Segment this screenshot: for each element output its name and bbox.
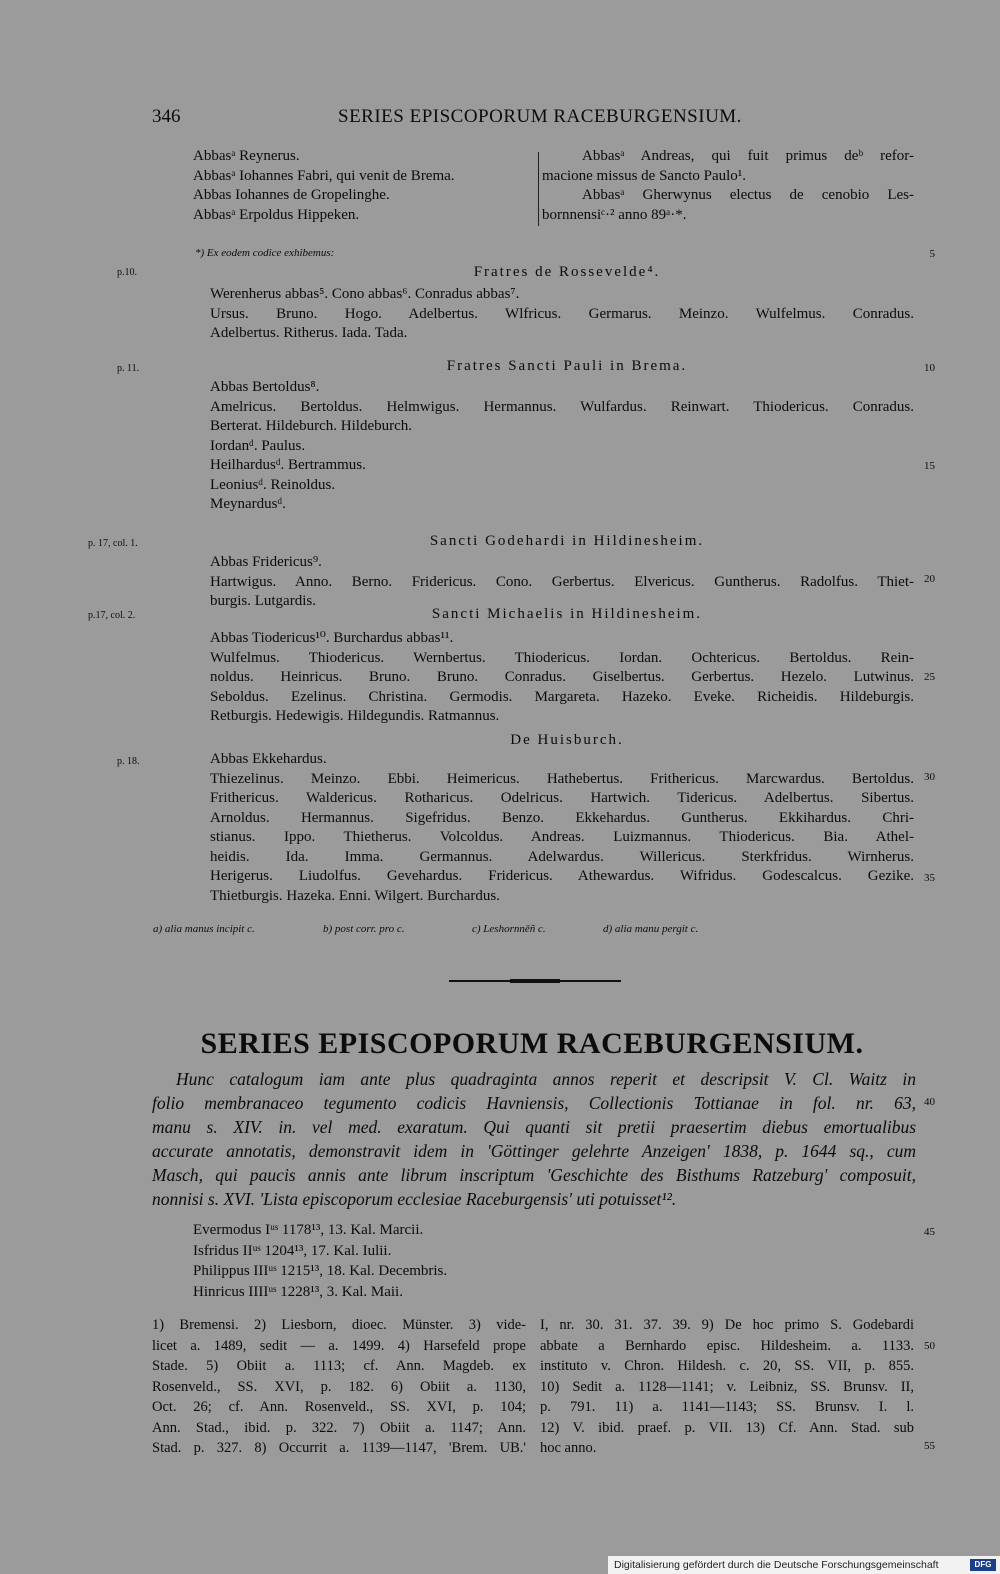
section-heading: De Huisburch. xyxy=(510,732,624,748)
margin-reference: p. 18. xyxy=(117,756,140,767)
intro-line: nonnisi s. XVI. 'Lista episcoporum ecclesiae Raceburgensis' uti potuisset¹². xyxy=(152,1189,677,1209)
page-number: 346 xyxy=(152,106,181,127)
credit-text: Digitalisierung gefördert durch die Deutsche Forschungsgemeinschaft xyxy=(614,1559,939,1571)
abbot-line: Abbasᵃ Iohannes Fabri, qui venit de Brema. xyxy=(193,167,455,184)
footnote-line: 12) V. ibid. praef. p. VII. 13) Cf. Ann. Stad. sub xyxy=(540,1419,914,1436)
text-line: noldus. Heinricus. Bruno. Bruno. Conradus. Giselbertus. Gerbertus. Hezelo. Lutwinus. xyxy=(210,669,914,685)
line-number: 10 xyxy=(924,362,935,374)
margin-reference: p. 17, col. 1. xyxy=(88,538,138,549)
abbot-line: Abbasᵃ Andreas, qui fuit primus deᵇ refor- xyxy=(582,148,914,164)
text-line: Ursus. Bruno. Hogo. Adelbertus. Wlfricus. Germarus. Meinzo. Wulfelmus. Conradus. xyxy=(210,305,914,322)
separator-ornament xyxy=(510,979,560,983)
text-line: Iordanᵈ. Paulus. xyxy=(210,437,306,454)
text-line: Arnoldus. Hermannus. Sigefridus. Benzo. Ekkehardus. Guntherus. Ekkihardus. Chri- xyxy=(210,809,914,826)
intro-line: manu s. XIV. in. vel med. exaratum. Qui quanti sit pretii praesertim diebus emortualibus xyxy=(152,1117,916,1137)
text-line: Thietburgis. Hazeka. Enni. Wilgert. Burchardus. xyxy=(210,887,501,904)
abbots-right-column xyxy=(542,147,914,225)
footnote-line: 1) Bremensi. 2) Liesborn, dioec. Münster. 3) vide- xyxy=(152,1317,526,1333)
column-divider xyxy=(538,152,539,226)
section-body xyxy=(210,378,914,515)
line-number: 35 xyxy=(924,872,935,884)
text-line: Adelbertus. Ritherus. Iada. Tada. xyxy=(210,325,408,341)
footnote-line: Oct. 26; cf. Ann. Rosenveld., SS. XVI, p. 104; xyxy=(152,1399,526,1415)
text-line: Abbas Bertoldus⁸. xyxy=(210,379,320,395)
bishop-entry: Philippus IIIᵘˢ 1215¹³, 18. Kal. Decembris. xyxy=(193,1263,448,1279)
abbots-left-column xyxy=(193,147,455,225)
text-line: Abbas Ekkehardus. xyxy=(210,751,327,767)
line-number: 25 xyxy=(924,671,935,683)
text-line: Berterat. Hildeburch. Hildeburch. xyxy=(210,418,413,434)
section-body xyxy=(210,553,914,612)
text-line: Heilhardusᵈ. Bertrammus. xyxy=(210,457,366,473)
footnote-line: licet a. 1489, sedit — a. 1499. 4) Harsefeld prope xyxy=(152,1337,526,1354)
section-title: SERIES EPISCOPORUM RACEBURGENSIUM. xyxy=(200,1027,864,1060)
margin-reference: p.10. xyxy=(117,267,137,278)
text-line: Seboldus. Ezelinus. Christina. Germodis. Margareta. Hazeko. Eveke. Richeidis. Hildeburgis. xyxy=(210,688,914,705)
text-line: Abbas Fridericus⁹. xyxy=(210,554,322,570)
line-number: 40 xyxy=(924,1096,935,1108)
footnote-line: Stad. p. 327. 8) Occurrit a. 1139—1147, 'Brem. UB.' xyxy=(152,1440,526,1456)
text-line: Thiezelinus. Meinzo. Ebbi. Heimericus. Hathebertus. Frithericus. Marcwardus. Bertoldus. xyxy=(210,770,914,787)
intro-line: Hunc catalogum iam ante plus quadraginta annos reperit et descripsit V. Cl. Waitz in xyxy=(176,1069,916,1089)
text-line: Herigerus. Liudolfus. Gevehardus. Fridericus. Athewardus. Wifridus. Godescalcus. Gezike. xyxy=(210,868,914,884)
footnote-line: I, nr. 30. 31. 37. 39. 9) De hoc primo S. Godebardi xyxy=(540,1317,914,1333)
intro-line: accurate annotatis, demonstravit idem in 'Göttinger gelehrte Anzeigen' 1838, p. 1644 sq., cum xyxy=(152,1141,916,1161)
section-heading: Sancti Godehardi in Hildinesheim. xyxy=(429,533,705,549)
apparatus-note: d) alia manu pergit c. xyxy=(603,923,699,935)
text-line: heidis. Ida. Imma. Germannus. Adelwardus. Willericus. Sterkfridus. Wirnherus. xyxy=(210,848,914,865)
line-number: 55 xyxy=(924,1440,935,1452)
apparatus-note: a) alia manus incipit c. xyxy=(153,923,255,935)
bishop-list xyxy=(193,1220,447,1302)
abbot-line: bornnensiᶜ·² anno 89ᵃ·*. xyxy=(542,206,687,223)
line-number: 15 xyxy=(924,460,935,472)
footnote-line: 10) Sedit a. 1128—1141; v. Leibniz, SS. Brunsv. II, xyxy=(540,1378,914,1395)
text-line: Frithericus. Waldericus. Rotharicus. Odelricus. Hartwich. Tidericus. Adelbertus. Sibertus. xyxy=(210,790,914,806)
introduction-paragraph xyxy=(152,1067,916,1211)
abbot-line: Abbasᵃ Reynerus. xyxy=(193,148,300,164)
abbot-line: Abbasᵃ Erpoldus Hippeken. xyxy=(193,206,360,223)
dfg-logo: DFG xyxy=(970,1559,996,1571)
digitization-credit-bar xyxy=(608,1556,1000,1574)
text-line: Meynardusᵈ. xyxy=(210,496,286,512)
margin-reference: p.17, col. 2. xyxy=(88,610,136,621)
bishop-entry: Evermodus Iᵘˢ 1178¹³, 13. Kal. Marcii. xyxy=(193,1222,424,1238)
footnotes-left xyxy=(152,1315,526,1459)
source-note: *) Ex eodem codice exhibemus: xyxy=(195,247,335,259)
apparatus-note: b) post corr. pro c. xyxy=(323,923,405,935)
bishop-entry: Isfridus IIᵘˢ 1204¹³, 17. Kal. Iulii. xyxy=(193,1242,392,1259)
line-number: 30 xyxy=(924,771,935,783)
text-line: Amelricus. Bertoldus. Helmwigus. Hermannus. Wulfardus. Reinwart. Thiodericus. Conradus. xyxy=(210,398,914,415)
footnote-line: Rosenveld., SS. XVI, p. 182. 6) Obiit a. 1130, xyxy=(152,1378,526,1395)
line-number: 20 xyxy=(924,573,935,585)
line-number: 50 xyxy=(924,1340,935,1352)
text-line: Hartwigus. Anno. Berno. Fridericus. Cono. Gerbertus. Elvericus. Guntherus. Radolfus. Thiet- xyxy=(210,573,914,590)
footnote-line: hoc anno. xyxy=(540,1440,597,1456)
section-heading: Sancti Michaelis in Hildinesheim. xyxy=(431,606,703,622)
section-body xyxy=(210,285,914,344)
section-heading: Fratres de Rossevelde⁴. xyxy=(473,264,661,280)
bishop-entry: Hinricus IIIIᵘˢ 1228¹³, 3. Kal. Maii. xyxy=(193,1283,403,1300)
text-line: Werenherus abbas⁵. Cono abbas⁶. Conradus abbas⁷. xyxy=(210,286,520,302)
apparatus-note: c) Leshornnēñ c. xyxy=(472,923,546,935)
footnote-line: abbate a Bernhardo episc. Hildesheim. a. 1133. xyxy=(540,1337,914,1354)
text-line: stianus. Ippo. Thietherus. Volcoldus. Andreas. Luizmannus. Thiodericus. Bia. Athel- xyxy=(210,829,914,845)
abbot-line: macione missus de Sancto Paulo¹. xyxy=(542,167,747,184)
footnote-line: Ann. Stad., ibid. p. 322. 7) Obiit a. 1147; Ann. xyxy=(152,1419,526,1436)
section-body xyxy=(210,629,914,727)
text-line: Abbas Tiodericus¹⁰. Burchardus abbas¹¹. xyxy=(210,630,454,646)
intro-line: folio membranaceo tegumento codicis Havniensis, Collectionis Tottianae in fol. nr. 63, xyxy=(152,1093,916,1113)
margin-reference: p. 11. xyxy=(117,363,140,374)
line-number: 5 xyxy=(929,248,935,260)
text-line: Retburgis. Hedewigis. Hildegundis. Ratmannus. xyxy=(210,708,500,724)
line-number: 45 xyxy=(924,1226,935,1238)
running-title: SERIES EPISCOPORUM RACEBURGENSIUM. xyxy=(338,106,742,127)
footnote-line: p. 791. 11) a. 1141—1143; SS. Brunsv. I. l. xyxy=(540,1399,914,1415)
text-line: Leoniusᵈ. Reinoldus. xyxy=(210,476,336,493)
footnote-line: Stade. 5) Obiit a. 1113; cf. Ann. Magdeb. ex xyxy=(152,1358,526,1374)
intro-line: Masch, qui paucis annis ante librum inscriptum 'Geschichte des Bisthums Ratzeburg' composuit, xyxy=(152,1165,916,1185)
section-heading: Fratres Sancti Pauli in Brema. xyxy=(446,358,688,374)
text-line: burgis. Lutgardis. xyxy=(210,593,316,609)
footnotes-right xyxy=(540,1315,914,1459)
footnote-line: instituto v. Chron. Hildesh. c. 20, SS. VII, p. 855. xyxy=(540,1358,914,1374)
section-body xyxy=(210,750,914,906)
abbot-line: Abbas Iohannes de Gropelinghe. xyxy=(193,187,390,203)
text-line: Wulfelmus. Thiodericus. Wernbertus. Thiodericus. Iordan. Ochtericus. Bertoldus. Rein- xyxy=(210,649,914,666)
abbot-line: Abbasᵃ Gherwynus electus de cenobio Les- xyxy=(582,187,914,203)
